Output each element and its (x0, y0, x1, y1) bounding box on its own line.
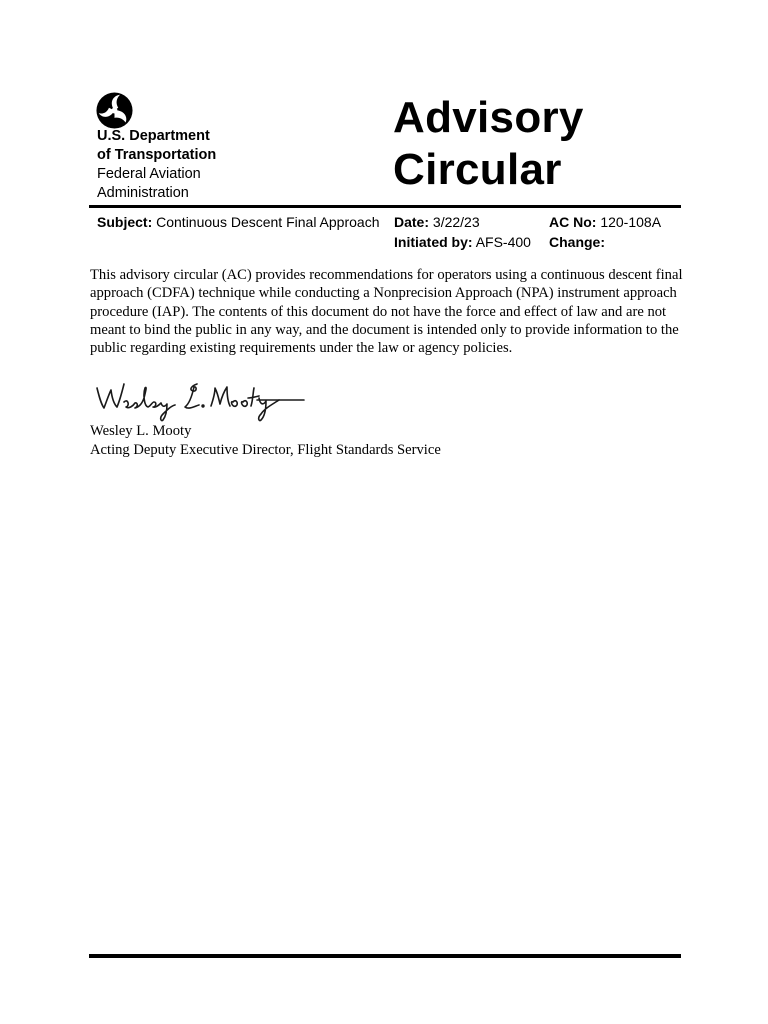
change-label: Change: (549, 234, 605, 250)
date-value: 3/22/23 (432, 214, 480, 230)
initiated-by-field (394, 232, 531, 252)
agency-line-4: Administration (97, 185, 189, 201)
initiated-label: Initiated by: (394, 234, 473, 250)
initiated-value: AFS-400 (475, 234, 531, 250)
signatory-name: Wesley L. Mooty (90, 423, 192, 439)
ac-number-field (549, 212, 661, 232)
change-field (549, 232, 605, 252)
agency-name (97, 127, 216, 203)
date-label: Date: (394, 214, 430, 230)
document-title (393, 92, 584, 196)
handwritten-signature (93, 376, 308, 424)
header-divider (89, 205, 681, 208)
agency-line-2: of Transportation (97, 147, 217, 163)
title-line-2: Circular (393, 145, 562, 194)
signatory-block (90, 422, 441, 460)
dot-logo-icon (96, 92, 133, 129)
agency-line-1: U.S. Department (97, 128, 210, 144)
agency-line-3: Federal Aviation (97, 166, 201, 182)
date-field (394, 212, 480, 232)
signatory-title: Acting Deputy Executive Director, Flight Standards Service (90, 442, 441, 458)
ac-number-label: AC No: (549, 214, 597, 230)
subject-field (97, 212, 379, 232)
subject-value: Continuous Descent Final Approach (156, 214, 380, 230)
title-line-1: Advisory (393, 93, 584, 142)
footer-divider (89, 954, 681, 958)
subject-label: Subject: (97, 214, 153, 230)
summary-paragraph: This advisory circular (AC) provides recommendations for operators using a continuous descent final approach (CDFA) technique while conducting a Nonprecision Approach (NPA) instrument approach procedure (IAP). The contents of this document do not have the force and effect of law and are not meant to bind the public in any way, and the document is intended only to provide information to the public regarding existing requirements under the law or agency policies. (90, 267, 683, 357)
ac-number-value: 120-108A (600, 214, 662, 230)
